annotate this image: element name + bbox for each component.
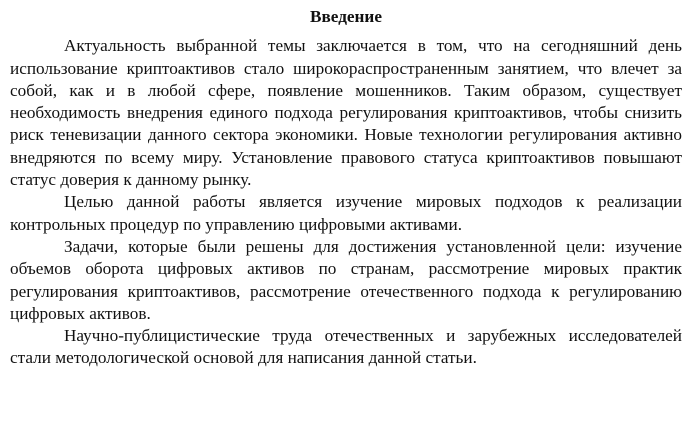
- paragraph-relevance: Актуальность выбранной темы заключается в том, что на сегодняшний день использование криптоактивов стало широкораспространенным занятием, что влечет за собой, как и в любой сфере, появление мошенников. Таким образом, существует необходимость внедрения единого подхода регулирования криптоактивов, чтобы снизить риск теневизации данного сектора экономики. Новые технологии регулирования активно внедряются по всему миру. Установление правового статуса криптоактивов повышают статус доверия к данному рынку.: [10, 36, 682, 190]
- paragraph-methodology: Научно-публицистические труда отечественных и зарубежных исследователей стали методологической основой для написания данной статьи.: [10, 326, 682, 368]
- document-page: [10, 0, 682, 370]
- section-title: Введение: [310, 7, 382, 26]
- paragraph-tasks: Задачи, которые были решены для достижения установленной цели: изучение объемов оборота цифровых активов по странам, рассмотрение мировых практик регулирования криптоактивов, рассмотрение отечественного подхода к регулированию цифровых активов.: [10, 236, 682, 323]
- paragraph-goal: Целью данной работы является изучение мировых подходов к реализации контрольных процедур по управлению цифровыми активами.: [10, 192, 682, 234]
